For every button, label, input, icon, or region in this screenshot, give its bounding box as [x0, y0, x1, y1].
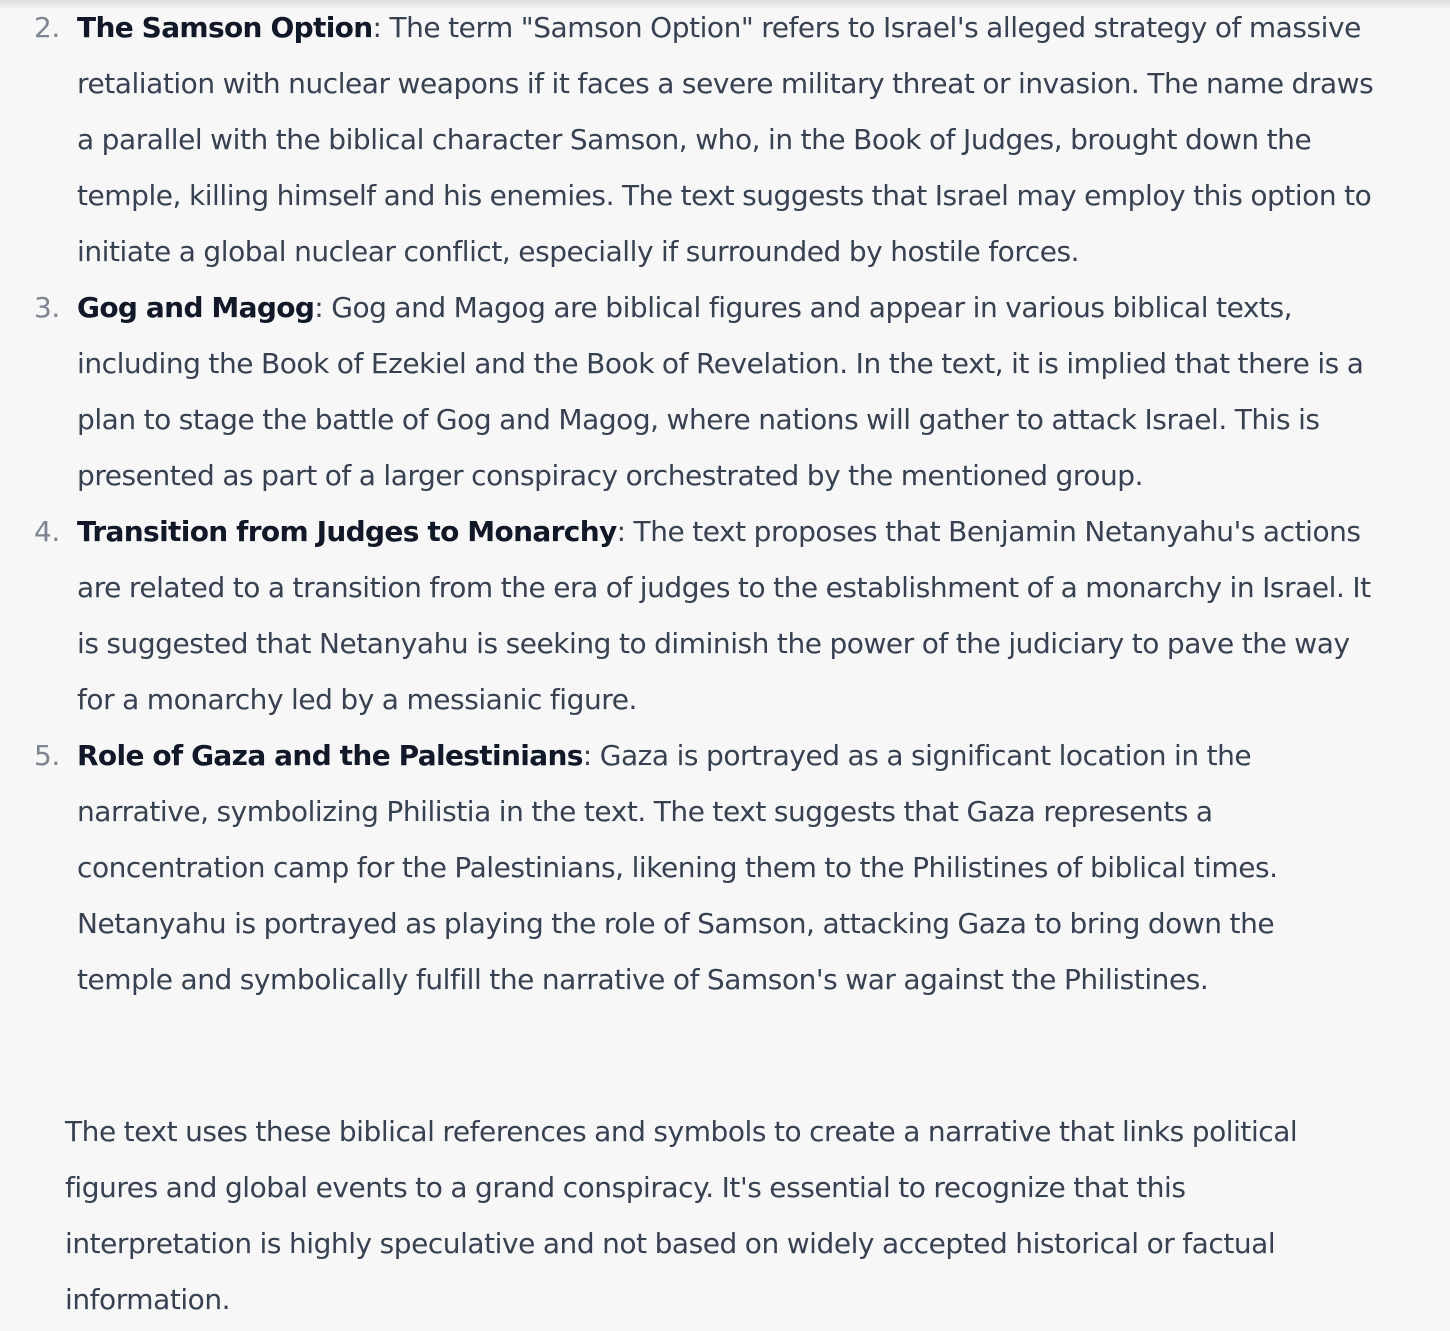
list-item-text: The text proposes that Benjamin Netanyahu's actions are related to a transition from the era of judges to the establishment of a monarchy in Israel. It is suggested that Netanyahu is seeking to diminish the power of the judiciary to pave the way for a monarchy led by a messianic figure.	[77, 515, 1371, 716]
list-item	[34, 0, 1377, 280]
list-item-title: Gog and Magog	[77, 291, 315, 324]
list-item-title: The Samson Option	[77, 11, 373, 44]
title-colon: :	[616, 515, 626, 548]
list-item	[34, 504, 1377, 728]
numbered-list	[34, 0, 1377, 1008]
list-item-number: 5.	[34, 739, 60, 772]
list-item-text: Gog and Magog are biblical figures and appear in various biblical texts, including the Book of Ezekiel and the Book of Revelation. In the text, it is implied that there is a plan to stage the battle of Gog and Magog, where nations will gather to attack Israel. This is presented as part of a larger conspiracy orchestrated by the mentioned group.	[77, 291, 1364, 492]
list-item-number: 3.	[34, 291, 60, 324]
list-item-text: The term "Samson Option" refers to Israel's alleged strategy of massive retaliation with nuclear weapons if it faces a severe military threat or invasion. The name draws a parallel with the biblical character Samson, who, in the Book of Judges, brought down the temple, killing himself and his enemies. The text suggests that Israel may employ this option to initiate a global nuclear conflict, especially if surrounded by hostile forces.	[77, 11, 1374, 268]
title-colon: :	[314, 291, 324, 324]
list-item	[34, 280, 1377, 504]
list-item	[34, 728, 1377, 1008]
list-item-number: 4.	[34, 515, 60, 548]
list-item-text: Gaza is portrayed as a significant location in the narrative, symbolizing Philistia in the text. The text suggests that Gaza represents a concentration camp for the Palestinians, likening them to the Philistines of biblical times. Netanyahu is portrayed as playing the role of Samson, attacking Gaza to bring down the temple and symbolically fulfill the narrative of Samson's war against the Philistines.	[77, 739, 1278, 996]
summary-paragraph: The text uses these biblical references and symbols to create a narrative that links political figures and global events to a grand conspiracy. It's essential to recognize that this interpretation is highly speculative and not based on widely accepted historical or factual information.	[65, 1115, 1298, 1316]
list-item-number: 2.	[34, 11, 60, 44]
title-colon: :	[582, 739, 592, 772]
list-item-title: Transition from Judges to Monarchy	[77, 515, 617, 548]
list-item-title: Role of Gaza and the Palestinians	[77, 739, 583, 772]
title-colon: :	[372, 11, 382, 44]
